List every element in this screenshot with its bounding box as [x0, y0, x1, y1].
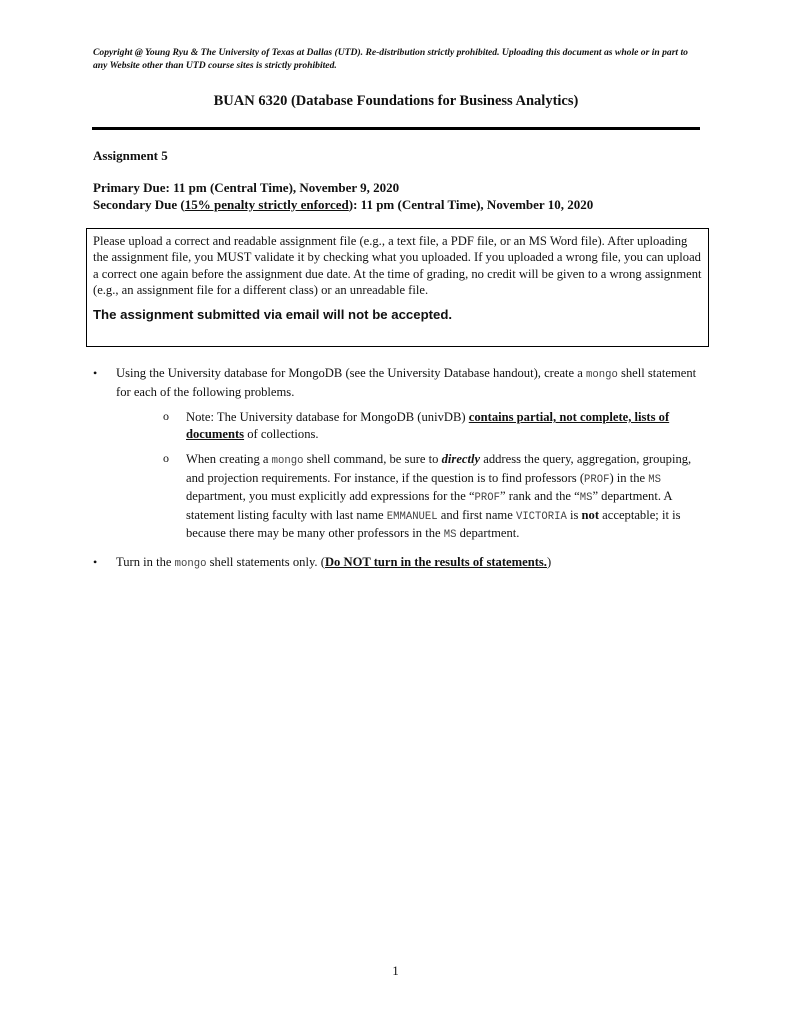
sub-item-text: ” department. A statement listing faculty with last name [186, 489, 672, 522]
copyright-notice: Copyright @ Young Ryu & The University of Texas at Dallas (UTD). Re-distribution strictly prohibited. Uploading this document as whole or in part to any Website other than UTD course sites is strictly prohibited. [93, 47, 688, 71]
circle-bullet-icon: o [163, 409, 169, 423]
bullet-icon: • [93, 554, 98, 569]
sub-item-text: of collections. [244, 426, 319, 441]
penalty-note: 15% penalty strictly enforced [184, 197, 349, 212]
title-rule [92, 127, 700, 130]
emphasis-text: contains partial, not complete, lists of documents [186, 410, 670, 441]
code-prof: PROF [474, 492, 500, 504]
sub-item-text: Note: The University database for MongoDB (univDB) [186, 410, 469, 424]
list-item-text: shell statement for each of the following problems. [116, 366, 697, 399]
email-warning: The assignment submitted via email will not be accepted. [93, 306, 453, 322]
sub-item-text: department. [456, 526, 520, 540]
list-item-text: Turn in the [116, 554, 175, 569]
code-ms: MS [648, 473, 661, 486]
sub-list-item [116, 409, 700, 442]
emphasis-text: directly [441, 452, 481, 466]
sub-item-text: When creating a [186, 452, 272, 466]
list-item [93, 554, 700, 573]
primary-due: Primary Due: 11 pm (Central Time), November 9, 2020 [93, 180, 400, 195]
circle-bullet-icon: o [163, 451, 169, 465]
upload-notice-text: Please upload a correct and readable assignment file (e.g., a text file, a PDF file, or an MS Word file). After uploading the assignment file, you MUST validate it by checking what you uploaded. If you uploaded a wrong file, you can upload a correct one again before the assignment due date. At the time of grading, no credit will be given to a wrong assignment (e.g., an assignment file for a different class) or an unreadable file. [93, 234, 702, 298]
upload-notice-box [86, 228, 709, 347]
code-mongo: mongo [174, 557, 207, 570]
sub-list-item [116, 451, 700, 544]
assignment-title: Assignment 5 [93, 148, 168, 163]
secondary-due [93, 197, 593, 213]
list-item [93, 365, 700, 544]
sub-item-text: shell command, be sure to [303, 452, 442, 466]
code-prof: PROF [584, 473, 610, 486]
list-item-text: Using the University database for MongoDB (see the University Database handout), create a [116, 366, 587, 380]
emphasis-text: Do NOT turn in the results of statements. [324, 554, 547, 569]
page-number: 1 [392, 963, 399, 978]
sub-item-text: and first name [437, 507, 516, 522]
instructions-list [93, 365, 700, 572]
code-ms: MS [579, 492, 593, 504]
list-item-text: shell statements only. ( [206, 554, 325, 569]
code-emmanuel: EMMANUEL [386, 510, 438, 523]
sub-item-text: is [566, 507, 582, 522]
sub-item-text: acceptable; it is because there may be many other professors in the [186, 507, 681, 540]
sub-item-text: ” rank and the “ [499, 489, 580, 503]
code-mongo: mongo [271, 455, 304, 467]
code-mongo: mongo [586, 369, 618, 381]
sub-item-text: address the query, aggregation, grouping, and projection requirements. For instance, if the question is to find professors ( [186, 452, 692, 485]
course-title: BUAN 6320 (Database Foundations for Business Analytics) [213, 93, 579, 109]
code-victoria: VICTORIA [515, 510, 567, 523]
bullet-icon: • [93, 366, 98, 380]
code-ms: MS [443, 529, 457, 541]
sub-item-text: department, you must explicitly add expressions for the “ [186, 489, 475, 503]
secondary-due-suffix: ): 11 pm (Central Time), November 10, 2020 [348, 197, 594, 212]
emphasis-text: not [581, 507, 600, 522]
sub-item-text: ) in the [609, 470, 649, 485]
secondary-due-prefix: Secondary Due ( [93, 197, 185, 212]
list-item-text: ) [546, 554, 552, 569]
